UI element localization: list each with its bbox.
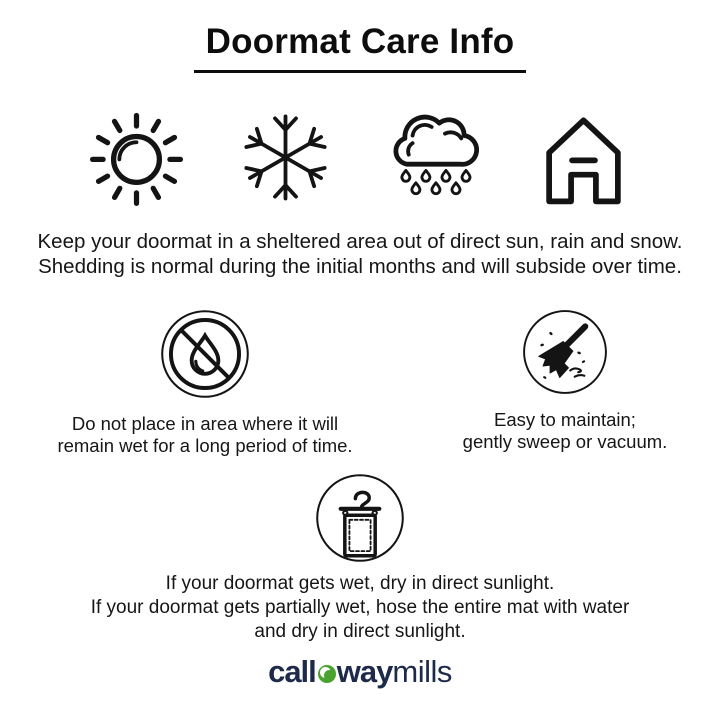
logo-text-mills: mills xyxy=(392,654,452,689)
shelter-note-line2: Shedding is normal during the initial months and will subside over time. xyxy=(38,254,682,278)
rain-cloud-icon xyxy=(382,105,487,210)
drying-section xyxy=(0,472,720,644)
drying-caption xyxy=(91,572,630,644)
care-caption-line1: Easy to maintain; xyxy=(494,409,636,430)
logo-text-way: way xyxy=(336,654,393,689)
house-icon xyxy=(531,105,636,210)
logo-text-call: call xyxy=(268,654,316,689)
hanging-mat-icon xyxy=(314,472,406,564)
care-row xyxy=(0,308,720,457)
drying-caption-line3: and dry in direct sunlight. xyxy=(254,621,466,642)
drying-caption-line1: If your doormat gets wet, dry in direct sunlight. xyxy=(165,573,555,594)
shelter-note-line1: Keep your doormat in a sheltered area out of direct sun, rain and snow. xyxy=(37,230,683,253)
sun-icon xyxy=(84,105,189,210)
brand-logo xyxy=(0,656,720,687)
care-caption xyxy=(57,413,352,457)
no-water-icon xyxy=(159,308,251,400)
shelter-note xyxy=(0,230,720,279)
broom-icon xyxy=(521,308,609,396)
care-caption-line2: gently sweep or vacuum. xyxy=(462,431,668,452)
weather-icon-row xyxy=(0,105,720,210)
drying-caption-line2: If your doormat gets partially wet, hose the entire mat with water xyxy=(90,597,630,618)
care-caption-line1: Do not place in area where it will xyxy=(71,413,339,434)
header xyxy=(0,22,720,73)
snowflake-icon xyxy=(233,105,338,210)
logo-globe-o-icon xyxy=(318,665,336,683)
care-caption-line2: remain wet for a long period of time. xyxy=(57,435,353,456)
care-item-no-water xyxy=(0,308,410,457)
page-title: Doormat Care Info xyxy=(194,22,527,73)
care-caption xyxy=(463,409,668,453)
care-item-sweep xyxy=(410,308,720,457)
